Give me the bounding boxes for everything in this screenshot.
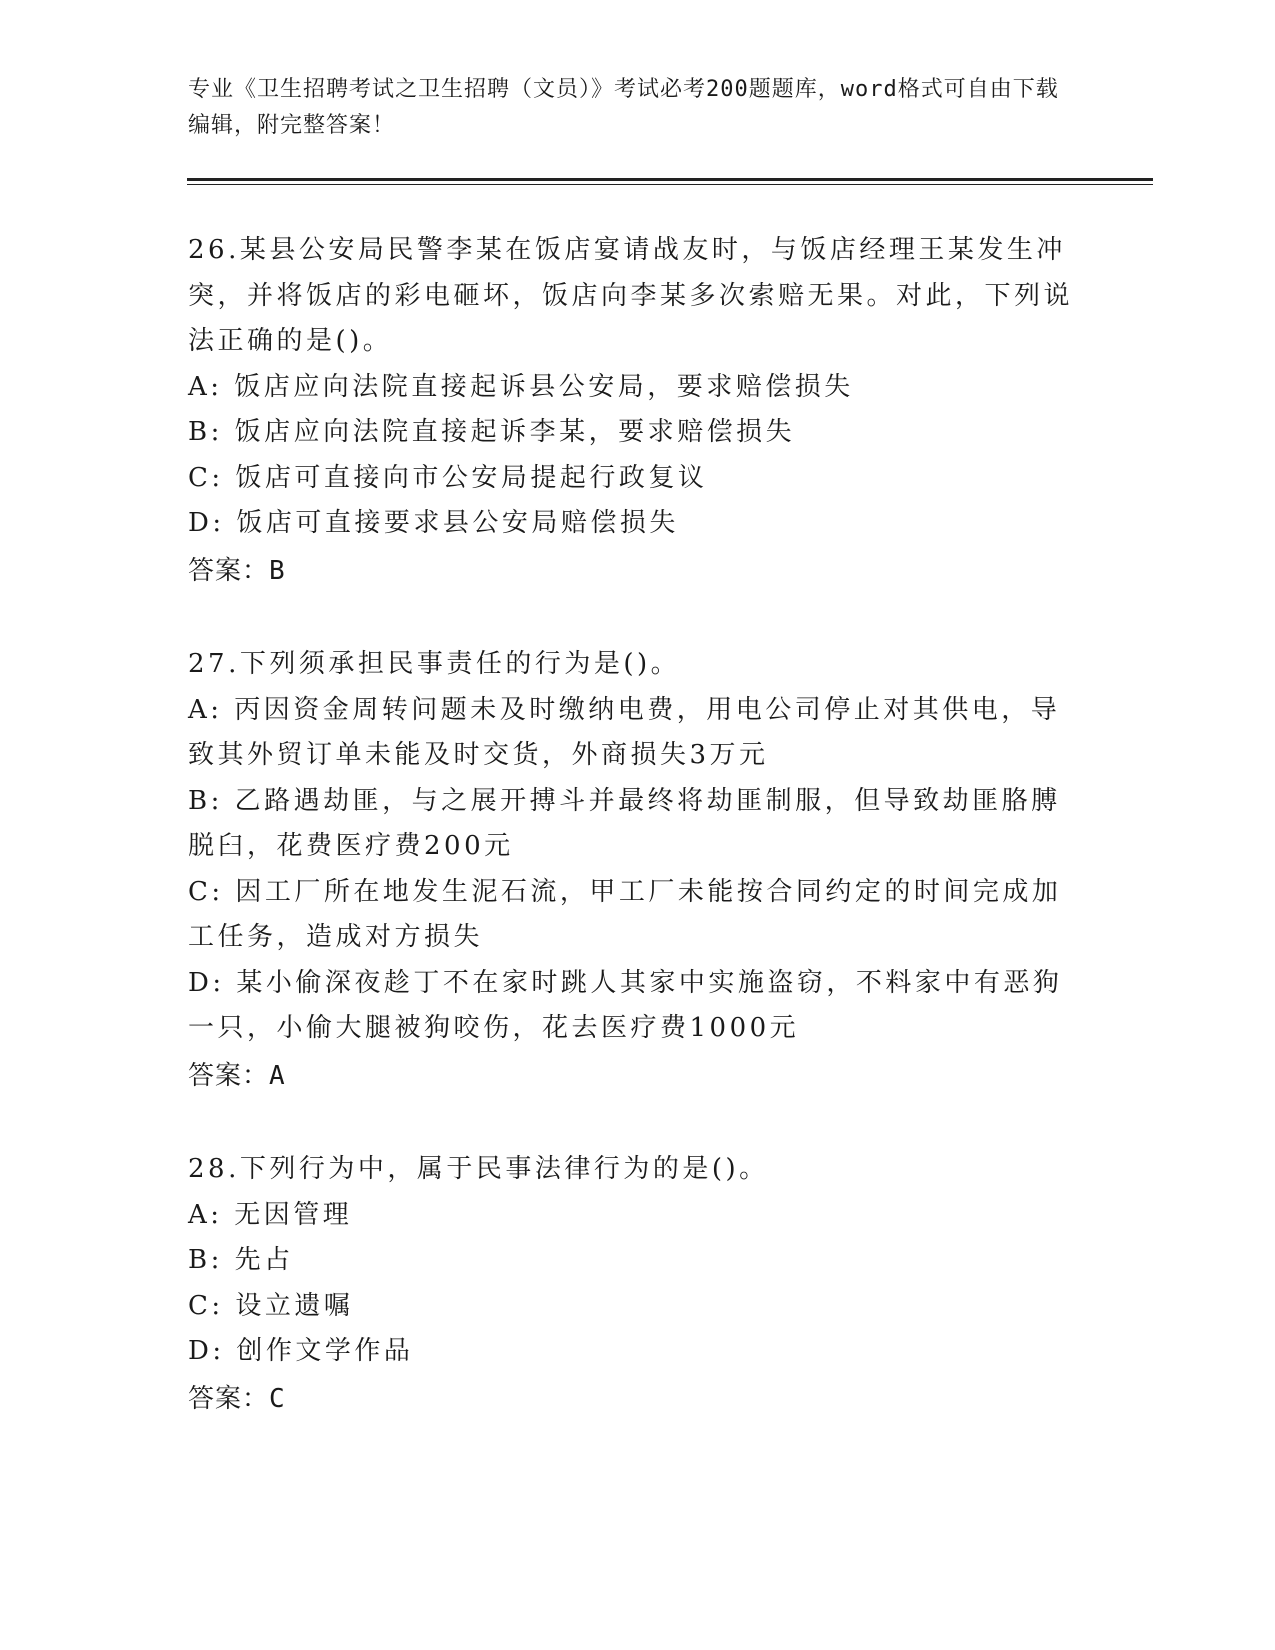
question-26 [188,228,1088,594]
option-a: A: 饭店应向法院直接起诉县公安局，要求赔偿损失 [188,371,854,402]
option-d: D: 某小偷深夜趁丁不在家时跳人其家中实施盗窃，不料家中有恶狗一只，小偷大腿被狗咬伤，花去医疗费1000元 [188,967,1063,1043]
header-rule-thin [187,184,1153,185]
option-c: C: 饭店可直接向市公安局提起行政复议 [188,462,708,493]
answer-line: 答案：A [188,1060,286,1091]
answer-line: 答案：C [188,1383,286,1414]
question-stem: 27.下列须承担民事责任的行为是()。 [188,649,681,679]
document-header: 专业《卫生招聘考试之卫生招聘（文员）》考试必考200题题库，word格式可自由下载编辑，附完整答案！ [188,77,1059,138]
question-27 [188,642,1088,1099]
option-b: B: 饭店应向法院直接起诉李某，要求赔偿损失 [188,417,796,447]
option-b: B: 先占 [188,1245,294,1275]
option-a: A: 无因管理 [188,1199,353,1230]
option-d: D: 创作文学作品 [188,1336,414,1366]
option-c: C: 设立遗嘱 [188,1290,354,1321]
option-b: B: 乙路遇劫匪，与之展开搏斗并最终将劫匪制服，但导致劫匪胳膊脱臼，花费医疗费200元 [188,785,1061,861]
option-c: C: 因工厂所在地发生泥石流，甲工厂未能按合同约定的时间完成加工任务，造成对方损失 [188,876,1062,952]
option-a: A: 丙因资金周转问题未及时缴纳电费，用电公司停止对其供电，导致其外贸订单未能及时交货，外商损失3万元 [188,694,1061,770]
answer-line: 答案：B [188,555,286,586]
option-d: D: 饭店可直接要求县公安局赔偿损失 [188,508,679,538]
header-rule-thick [187,178,1153,181]
question-list [188,228,1088,1470]
question-28 [188,1147,1088,1422]
question-stem: 26.某县公安局民警李某在饭店宴请战友时，与饭店经理王某发生冲突，并将饭店的彩电砸坏，饭店向李某多次索赔无果。对此，下列说法正确的是()。 [188,235,1074,356]
question-stem: 28.下列行为中，属于民事法律行为的是()。 [188,1154,769,1184]
